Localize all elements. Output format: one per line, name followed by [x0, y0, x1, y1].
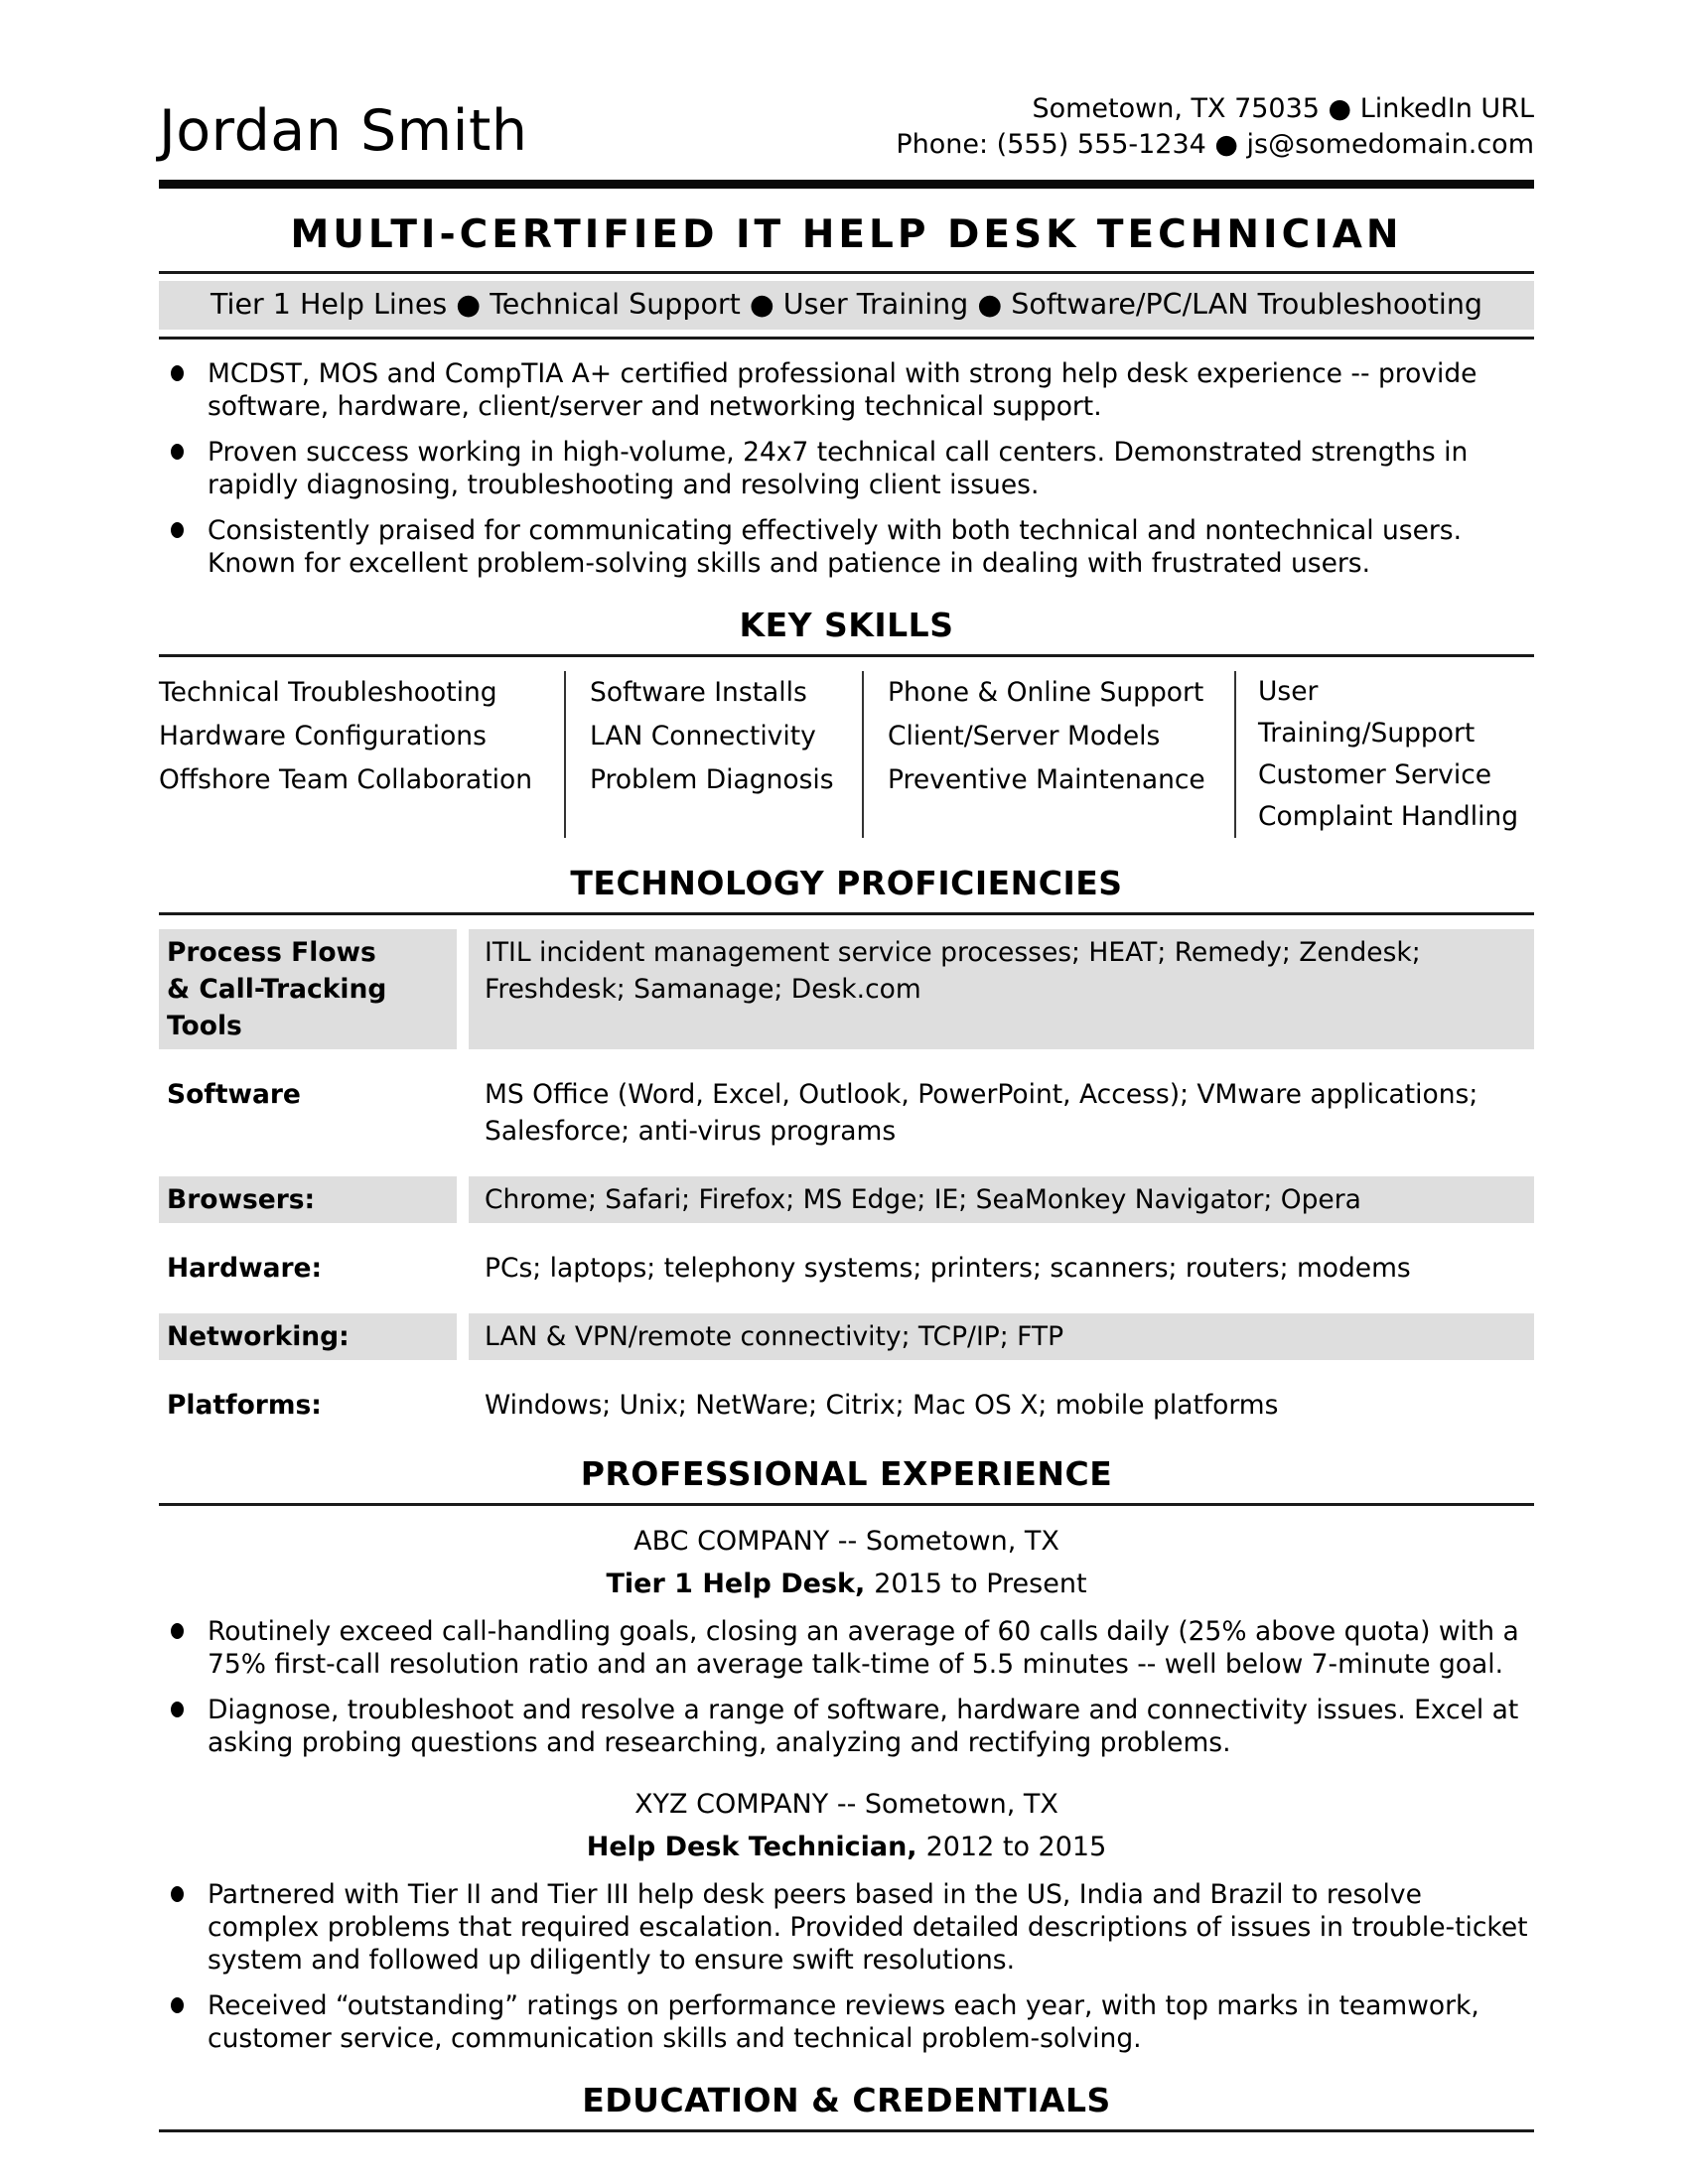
skill-item: Preventive Maintenance: [888, 764, 1205, 796]
skill-item: LAN Connectivity: [590, 721, 816, 752]
job-title-line: [159, 1832, 1534, 1862]
summary-item: [159, 436, 1534, 501]
tech-value: Windows; Unix; NetWare; Citrix; Mac OS X; mobile platforms: [485, 1390, 1279, 1422]
job-role: Help Desk Technician,: [586, 1832, 917, 1863]
tech-row: [159, 1071, 1534, 1155]
candidate-name: Jordan Smith: [159, 98, 528, 165]
summary-item: [159, 357, 1534, 423]
job-dates: 2015 to Present: [874, 1569, 1087, 1600]
tech-row: [159, 929, 1534, 1049]
skill-item: Complaint Handling: [1258, 801, 1519, 833]
summary-text: Consistently praised for communicating effectively with both technical and nontechnical users. Known for excellent problem-solving skills and patience in dealing with frustrated users.: [208, 515, 1463, 580]
resume-headline: MULTI-CERTIFIED IT HELP DESK TECHNICIAN: [290, 212, 1403, 258]
skill-item: Hardware Configurations: [159, 721, 487, 752]
skill-item: User Training/Support: [1258, 676, 1476, 750]
experience-divider: [159, 1503, 1534, 1506]
summary-text: MCDST, MOS and CompTIA A+ certified professional with strong help desk experience -- provide software, hardware, client/server and networking technical support.: [208, 358, 1477, 423]
key-skills-table: [159, 671, 1534, 838]
contact-line-1: Sometown, TX 75035 ● LinkedIn URL: [1032, 93, 1534, 124]
tech-row: [159, 1382, 1534, 1429]
skills-column-4: [1236, 671, 1534, 838]
tech-proficiencies-table: [159, 929, 1534, 1429]
tech-label: Process Flows & Call-Tracking Tools: [159, 929, 457, 1049]
job-role: Tier 1 Help Desk,: [606, 1569, 866, 1600]
job-bullet: [159, 1694, 1534, 1759]
bullet-icon: [171, 522, 184, 538]
tech-label: Networking:: [159, 1313, 457, 1360]
job-dates: 2012 to 2015: [925, 1832, 1107, 1863]
tech-value: MS Office (Word, Excel, Outlook, PowerPoint, Access); VMware applications; Salesforce; anti-virus programs: [485, 1079, 1478, 1148]
job-company: ABC COMPANY -- Sometown, TX: [633, 1526, 1059, 1558]
experience-heading: PROFESSIONAL EXPERIENCE: [580, 1454, 1113, 1494]
skill-item: Customer Service: [1258, 759, 1492, 791]
job-bullet-list: [159, 1615, 1534, 1759]
tech-cell-gap: [457, 1313, 469, 1360]
job-bullet-text: Diagnose, troubleshoot and resolve a range of software, hardware and connectivity issues. Excel at asking probing questions and researching, analyzing and rectifying problems.: [208, 1695, 1519, 1759]
job-title-line: [159, 1569, 1534, 1599]
skills-column-1: [159, 671, 566, 838]
summary-text: Proven success working in high-volume, 24x7 technical call centers. Demonstrated strengths in rapidly diagnosing, troubleshooting and resolving client issues.: [208, 437, 1469, 501]
tech-cell-gap: [457, 1071, 469, 1155]
bullet-icon: [171, 1886, 184, 1902]
tech-cell-gap: [457, 1382, 469, 1429]
skill-item: Problem Diagnosis: [590, 764, 834, 796]
skill-item: Phone & Online Support: [888, 677, 1204, 709]
skill-item: Client/Server Models: [888, 721, 1161, 752]
tech-value: ITIL incident management service processes; HEAT; Remedy; Zendesk; Freshdesk; Samanage; Desk.com: [469, 929, 1534, 1049]
bullet-icon: [171, 1702, 184, 1717]
key-skills-divider: [159, 654, 1534, 657]
bullet-icon: [171, 365, 184, 381]
tech-value: LAN & VPN/remote connectivity; TCP/IP; FTP: [469, 1313, 1534, 1360]
summary-list: [159, 357, 1534, 580]
bullet-icon: [171, 1997, 184, 2013]
skill-item: Technical Troubleshooting: [159, 677, 497, 709]
tech-cell-gap: [457, 1245, 469, 1292]
education-heading: EDUCATION & CREDENTIALS: [582, 2081, 1111, 2120]
job-bullet-text: Routinely exceed call-handling goals, closing an average of 60 calls daily (25% above quota) with a 75% first-call resolution ratio and an average talk-time of 5.5 minutes -- well below 7-minute goal.: [208, 1616, 1519, 1681]
bullet-icon: [171, 444, 184, 460]
headline-divider-top: [159, 271, 1534, 274]
contact-line-2: Phone: (555) 555-1234 ● js@somedomain.com: [896, 128, 1534, 160]
header: [159, 0, 1534, 165]
job-bullet-list: [159, 1878, 1534, 2055]
job-bullet: [159, 1989, 1534, 2055]
tech-proficiencies-heading: TECHNOLOGY PROFICIENCIES: [570, 864, 1123, 903]
summary-item: [159, 514, 1534, 580]
job-bullet-text: Received “outstanding” ratings on performance reviews each year, with top marks in teamwork, customer service, communication skills and technical problem-solving.: [208, 1990, 1479, 2055]
contact-info: [896, 91, 1534, 162]
skills-column-2: [566, 671, 864, 838]
tech-cell-gap: [457, 929, 469, 1049]
tech-label: Browsers:: [159, 1176, 457, 1223]
job-bullet-text: Partnered with Tier II and Tier III help desk peers based in the US, India and Brazil to resolve complex problems that required escalation. Provided detailed descriptions of issues in trouble-ticket system and followed up diligently to ensure swift resolutions.: [208, 1879, 1528, 1977]
job-bullet: [159, 1878, 1534, 1977]
skill-item: Software Installs: [590, 677, 807, 709]
header-divider: [159, 180, 1534, 189]
tech-cell-gap: [457, 1176, 469, 1223]
tech-row: [159, 1245, 1534, 1292]
job-company: XYZ COMPANY -- Sometown, TX: [634, 1789, 1058, 1821]
tech-label: Hardware:: [167, 1253, 323, 1285]
job-bullet: [159, 1615, 1534, 1681]
tech-row: [159, 1313, 1534, 1360]
tech-label: Software: [167, 1079, 301, 1111]
headline-divider-bottom: [159, 337, 1534, 340]
tech-row: [159, 1176, 1534, 1223]
tech-label: Platforms:: [167, 1390, 322, 1422]
tech-value: Chrome; Safari; Firefox; MS Edge; IE; SeaMonkey Navigator; Opera: [469, 1176, 1534, 1223]
bullet-icon: [171, 1623, 184, 1639]
specialties-banner: Tier 1 Help Lines ● Technical Support ● User Training ● Software/PC/LAN Troubleshooting: [159, 281, 1534, 330]
skills-column-3: [864, 671, 1236, 838]
tech-proficiencies-divider: [159, 912, 1534, 915]
education-divider: [159, 2129, 1534, 2132]
skill-item: Offshore Team Collaboration: [159, 764, 533, 796]
key-skills-heading: KEY SKILLS: [739, 606, 954, 645]
tech-value: PCs; laptops; telephony systems; printers; scanners; routers; modems: [485, 1253, 1411, 1285]
